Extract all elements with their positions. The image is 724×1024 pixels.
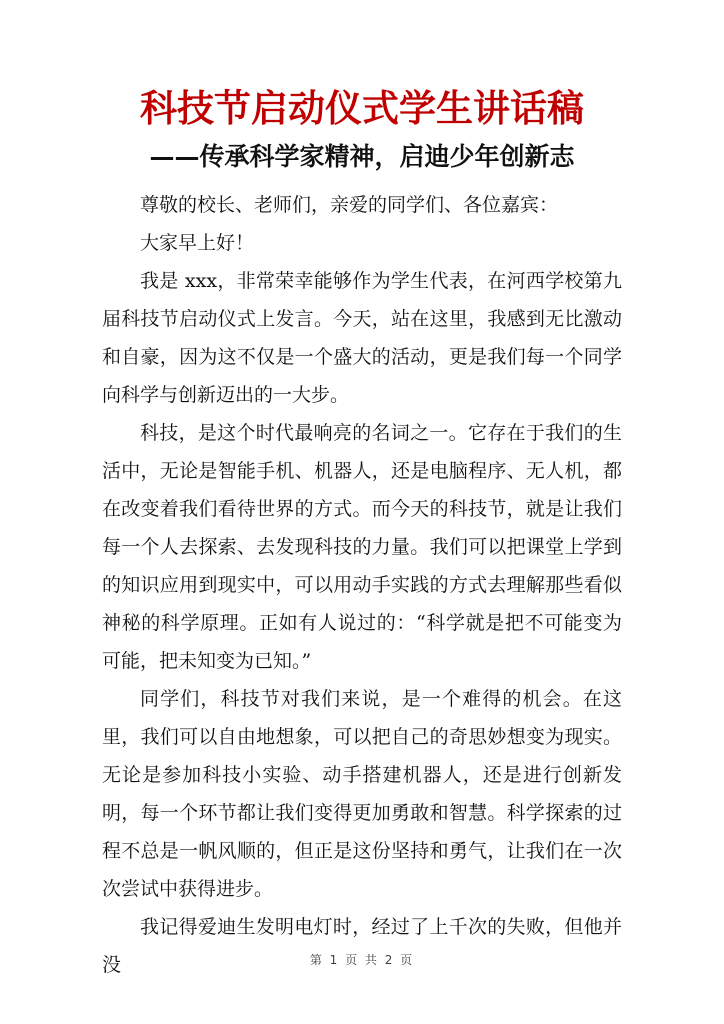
document-body [102,186,622,984]
paragraph-intro: 我是 xxx，非常荣幸能够作为学生代表，在河西学校第九届科技节启动仪式上发言。今天，站在这里，我感到无比激动和自豪，因为这不仅是一个盛大的活动，更是我们每一个同学向科学与创新迈出的一大步。 [102,270,622,406]
document-subtitle: ——传承科学家精神，启迪少年创新志 [149,142,575,171]
paragraph-technology: 科技，是这个时代最响亮的名词之一。它存在于我们的生活中，无论是智能手机、机器人，还是电脑程序、无人机，都在改变着我们看待世界的方式。而今天的科技节，就是让我们每一个人去探索、去发现科技的力量。我们可以把课堂上学到的知识应用到现实中，可以用动手实践的方式去理解那些看似神秘的科学原理。正如有人说过的：“科学就是把不可能变为可能，把未知变为已知。” [102,422,622,672]
paragraph-salutation: 尊敬的校长、老师们，亲爱的同学们、各位嘉宾： [140,194,559,216]
paragraph-edison: 我记得爱迪生发明电灯时，经过了上千次的失败，但他并没 [102,916,622,976]
paragraph-opportunity: 同学们，科技节对我们来说，是一个难得的机会。在这里，我们可以自由地想象，可以把自己的奇思妙想变为现实。无论是参加科技小实验、动手搭建机器人，还是进行创新发明，每一个环节都让我们变得更加勇敢和智慧。科学探索的过程不总是一帆风顺的，但正是这份坚持和勇气，让我们在一次次尝试中获得进步。 [102,688,622,900]
page-number-footer: 第 1 页 共 2 页 [309,953,415,967]
paragraph-greeting: 大家早上好！ [140,232,255,254]
document-title: 科技节启动仪式学生讲话稿 [140,87,584,130]
